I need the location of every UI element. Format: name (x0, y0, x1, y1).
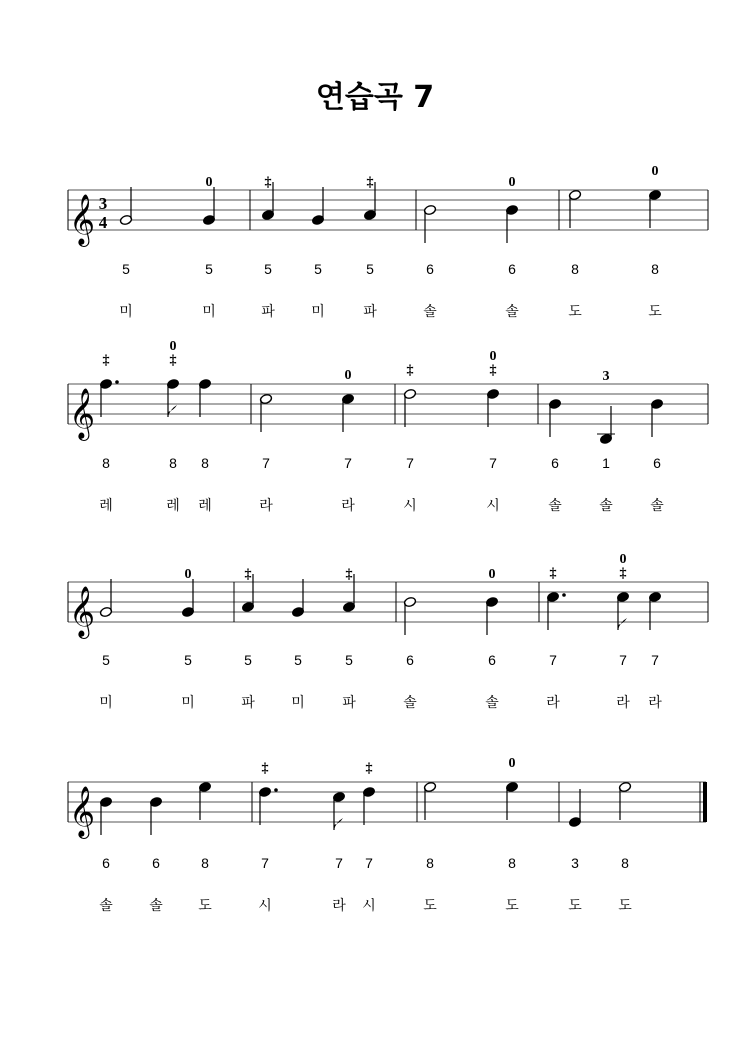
note-syllable: 레 (99, 497, 113, 513)
note-number: 5 (102, 652, 110, 668)
fingering-mark: 0 (488, 567, 496, 582)
note (505, 175, 518, 243)
note-number: 8 (426, 855, 434, 871)
note (99, 796, 112, 835)
fingering-mark: 0 (619, 552, 627, 567)
note-syllable: 도 (648, 303, 662, 319)
note (546, 566, 565, 630)
fingering-mark: 0 (508, 175, 516, 190)
note (291, 579, 304, 618)
note (648, 164, 661, 228)
note-number: 5 (205, 261, 213, 277)
note-number: 5 (294, 652, 302, 668)
note-number: 7 (489, 455, 497, 471)
note-number: 7 (549, 652, 557, 668)
note-number: 5 (244, 652, 252, 668)
note-number: 6 (152, 855, 160, 871)
note (485, 567, 498, 635)
note-syllable: 시 (258, 897, 272, 913)
note (650, 398, 663, 437)
note-syllable: 시 (362, 897, 376, 913)
flag (168, 405, 177, 417)
note-number: 7 (619, 652, 627, 668)
note (99, 579, 112, 618)
fingering-mark: 0 (184, 567, 192, 582)
note-syllable: 도 (423, 897, 437, 913)
fingering-mark: ‡ (244, 567, 252, 582)
note-number: 8 (201, 855, 209, 871)
note (198, 378, 211, 417)
note-syllable: 도 (198, 897, 212, 913)
note-syllable: 도 (618, 897, 632, 913)
note-syllable: 솔 (505, 303, 519, 319)
note-syllable: 도 (568, 897, 582, 913)
treble-clef-icon: 𝄞 (69, 786, 96, 837)
note-syllable: 솔 (149, 897, 163, 913)
note-number: 5 (314, 261, 322, 277)
note-syllable: 미 (311, 303, 325, 319)
note (363, 175, 376, 221)
note (259, 393, 272, 432)
note-syllable: 미 (202, 303, 216, 319)
fingering-mark: 0 (651, 164, 659, 179)
note (258, 761, 277, 825)
note-number: 6 (551, 455, 559, 471)
note-syllable: 솔 (423, 303, 437, 319)
note-number: 6 (102, 855, 110, 871)
system-3 (68, 552, 708, 710)
note-syllable: 미 (181, 694, 195, 710)
note-number: 8 (571, 261, 579, 277)
fingering-mark: ‡ (264, 175, 272, 190)
system-2 (68, 339, 708, 513)
note (403, 596, 416, 635)
fingering-mark: ‡ (619, 566, 627, 581)
note (403, 363, 416, 427)
augmentation-dot (274, 788, 278, 792)
note-syllable: 미 (119, 303, 133, 319)
note-syllable: 도 (505, 897, 519, 913)
note-syllable: 레 (166, 497, 180, 513)
note (423, 781, 436, 820)
augmentation-dot (562, 593, 566, 597)
note (486, 349, 499, 427)
note-number: 5 (264, 261, 272, 277)
note-syllable: 파 (261, 303, 275, 319)
note-syllable: 라 (648, 694, 662, 710)
note-number: 7 (406, 455, 414, 471)
note-number: 7 (365, 855, 373, 871)
note-syllable: 라 (259, 497, 273, 513)
fingering-mark: ‡ (261, 761, 269, 776)
note-syllable: 라 (332, 897, 346, 913)
note-syllable: 솔 (599, 497, 613, 513)
note-syllable: 파 (342, 694, 356, 710)
note-syllable: 시 (486, 497, 500, 513)
final-barline-thick (703, 782, 707, 822)
note (568, 189, 581, 228)
fingering-mark: 0 (508, 756, 516, 771)
note-number: 6 (488, 652, 496, 668)
flag (334, 818, 343, 830)
note (568, 789, 581, 828)
fingering-mark: 0 (205, 175, 213, 190)
time-signature-top: 3 (98, 194, 108, 213)
note-number: 7 (335, 855, 343, 871)
note-number: 7 (261, 855, 269, 871)
note-number: 8 (621, 855, 629, 871)
fingering-mark: ‡ (366, 175, 374, 190)
note-syllable: 파 (241, 694, 255, 710)
note-number: 7 (344, 455, 352, 471)
note-syllable: 레 (198, 497, 212, 513)
note-syllable: 솔 (403, 694, 417, 710)
note-number: 7 (262, 455, 270, 471)
note-syllable: 솔 (485, 694, 499, 710)
note-syllable: 솔 (99, 897, 113, 913)
note (423, 204, 436, 243)
note-number: 8 (508, 855, 516, 871)
note-number: 7 (651, 652, 659, 668)
note-syllable: 도 (568, 303, 582, 319)
note (362, 761, 375, 825)
note (99, 353, 118, 417)
note-syllable: 라 (616, 694, 630, 710)
note (311, 187, 324, 226)
note-number: 5 (345, 652, 353, 668)
fingering-mark: ‡ (549, 566, 557, 581)
note-number: 8 (201, 455, 209, 471)
note (332, 791, 345, 830)
fingering-mark: 0 (169, 339, 177, 354)
note-number: 6 (653, 455, 661, 471)
note (149, 796, 162, 835)
note-number: 6 (426, 261, 434, 277)
note-number: 1 (602, 455, 610, 471)
note-number: 5 (122, 261, 130, 277)
note-number: 6 (406, 652, 414, 668)
note-syllable: 솔 (650, 497, 664, 513)
page-title: 연습곡 7 (315, 80, 435, 115)
fingering-mark: ‡ (365, 761, 373, 776)
fingering-mark: 3 (602, 369, 610, 384)
note-syllable: 미 (99, 694, 113, 710)
treble-clef-icon: 𝄞 (69, 194, 96, 245)
note (548, 398, 561, 437)
note-number: 8 (102, 455, 110, 471)
note (597, 369, 615, 445)
note-syllable: 시 (403, 497, 417, 513)
time-signature-bottom: 4 (98, 213, 108, 232)
flag (618, 618, 627, 630)
note (342, 567, 355, 613)
note-number: 6 (508, 261, 516, 277)
augmentation-dot (115, 380, 119, 384)
note (618, 781, 631, 820)
fingering-mark: ‡ (169, 353, 177, 368)
note-syllable: 라 (341, 497, 355, 513)
fingering-mark: ‡ (489, 363, 497, 378)
note (505, 756, 518, 820)
note-number: 5 (184, 652, 192, 668)
fingering-mark: ‡ (102, 353, 110, 368)
note-syllable: 미 (291, 694, 305, 710)
note-number: 8 (169, 455, 177, 471)
note (166, 339, 179, 417)
note (341, 368, 354, 432)
fingering-mark: ‡ (406, 363, 414, 378)
system-1 (68, 164, 708, 319)
treble-clef-icon: 𝄞 (69, 388, 96, 439)
note (648, 591, 661, 630)
note (119, 187, 132, 226)
note (261, 175, 274, 221)
note-syllable: 라 (546, 694, 560, 710)
note-number: 3 (571, 855, 579, 871)
note (616, 552, 629, 630)
note-number: 8 (651, 261, 659, 277)
note-syllable: 파 (363, 303, 377, 319)
note-number: 5 (366, 261, 374, 277)
treble-clef-icon: 𝄞 (69, 586, 96, 637)
system-4 (68, 756, 707, 913)
fingering-mark: 0 (489, 349, 497, 364)
note (198, 781, 211, 820)
note-syllable: 솔 (548, 497, 562, 513)
fingering-mark: ‡ (345, 567, 353, 582)
fingering-mark: 0 (344, 368, 352, 383)
note (241, 567, 254, 613)
